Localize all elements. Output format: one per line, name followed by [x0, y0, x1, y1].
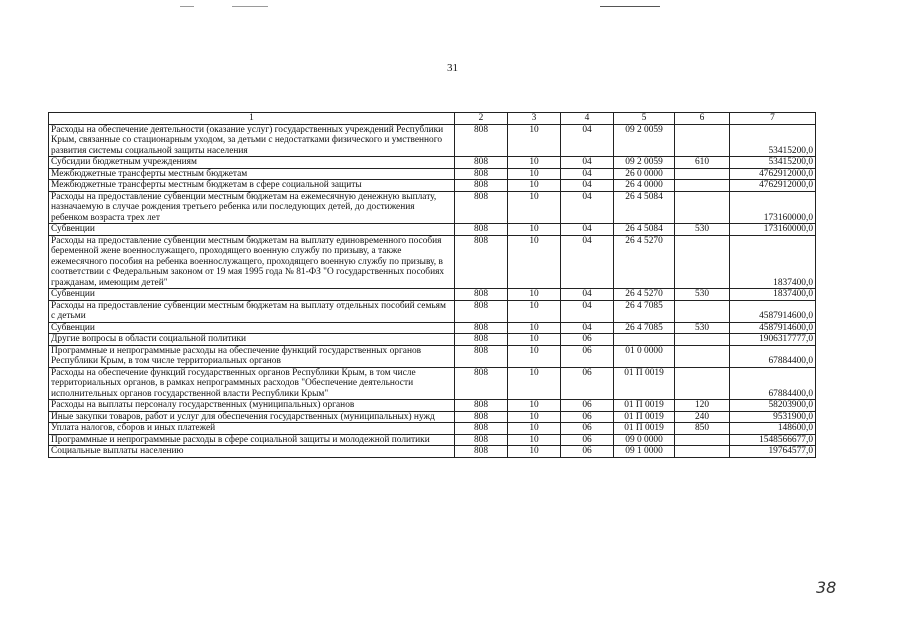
amount-cell: 148600,0 — [730, 423, 816, 435]
code-cell: 10 — [508, 289, 561, 301]
code-cell: 01 П 0019 — [614, 367, 675, 400]
code-cell: 808 — [455, 191, 508, 224]
table-row — [49, 224, 816, 236]
code-cell — [675, 367, 730, 400]
code-cell — [675, 446, 730, 458]
amount-cell: 173160000,0 — [730, 224, 816, 236]
code-cell: 09 2 0059 — [614, 157, 675, 169]
table-row — [49, 334, 816, 346]
code-cell: 09 2 0059 — [614, 124, 675, 157]
code-cell: 808 — [455, 168, 508, 180]
code-cell: 10 — [508, 334, 561, 346]
code-cell: 06 — [561, 423, 614, 435]
code-cell: 10 — [508, 235, 561, 289]
code-cell: 06 — [561, 434, 614, 446]
row-name-cell: Расходы на предоставление субвенции местным бюджетам на ежемесячную денежную выплату, назначаемую в случае рождения третьего ребенка или последующих детей, до достижения ребенком возраста трех лет — [49, 191, 455, 224]
table-row — [49, 400, 816, 412]
code-cell: 06 — [561, 446, 614, 458]
code-cell — [614, 334, 675, 346]
code-cell: 808 — [455, 124, 508, 157]
code-cell: 808 — [455, 235, 508, 289]
code-cell: 10 — [508, 322, 561, 334]
amount-cell: 4762912000,0 — [730, 180, 816, 192]
code-cell: 06 — [561, 411, 614, 423]
code-cell — [675, 434, 730, 446]
code-cell: 06 — [561, 345, 614, 367]
row-name-cell: Расходы на предоставление субвенции местным бюджетам на выплату единовременного пособия беременной жене военнослужащего, проходящего военную службу по призыву, а также ежемесячного пособия на ребенка военнослужащего, проходящего военную службу по призыву, в соответствии с Федеральным законом от 19 мая 1995 года № 81-ФЗ "О государственных пособиях гражданам, имеющим детей" — [49, 235, 455, 289]
table-row — [49, 235, 816, 289]
amount-cell: 1906317777,0 — [730, 334, 816, 346]
code-cell: 06 — [561, 367, 614, 400]
code-cell: 26 4 5084 — [614, 191, 675, 224]
code-cell: 850 — [675, 423, 730, 435]
table-row — [49, 191, 816, 224]
header-cell: 7 — [730, 113, 816, 125]
row-name-cell: Субвенции — [49, 289, 455, 301]
code-cell: 06 — [561, 400, 614, 412]
code-cell: 10 — [508, 124, 561, 157]
code-cell: 04 — [561, 157, 614, 169]
header-cell: 5 — [614, 113, 675, 125]
code-cell: 10 — [508, 300, 561, 322]
row-name-cell: Субвенции — [49, 224, 455, 236]
code-cell: 04 — [561, 191, 614, 224]
amount-cell: 53415200,0 — [730, 124, 816, 157]
row-name-cell: Субсидии бюджетным учреждениям — [49, 157, 455, 169]
code-cell — [675, 168, 730, 180]
amount-cell: 1548566677,0 — [730, 434, 816, 446]
code-cell: 04 — [561, 300, 614, 322]
amount-cell: 173160000,0 — [730, 191, 816, 224]
code-cell: 26 4 7085 — [614, 322, 675, 334]
amount-cell: 58203900,0 — [730, 400, 816, 412]
code-cell: 04 — [561, 322, 614, 334]
code-cell: 10 — [508, 224, 561, 236]
row-name-cell: Субвенции — [49, 322, 455, 334]
code-cell — [675, 180, 730, 192]
code-cell: 10 — [508, 400, 561, 412]
header-row — [49, 113, 816, 125]
row-name-cell: Иные закупки товаров, работ и услуг для обеспечения государственных (муниципальных) нужд — [49, 411, 455, 423]
code-cell: 530 — [675, 224, 730, 236]
code-cell: 26 4 5270 — [614, 289, 675, 301]
code-cell: 808 — [455, 224, 508, 236]
row-name-cell: Другие вопросы в области социальной политики — [49, 334, 455, 346]
code-cell: 530 — [675, 322, 730, 334]
table-row — [49, 289, 816, 301]
code-cell: 09 1 0000 — [614, 446, 675, 458]
code-cell: 808 — [455, 411, 508, 423]
code-cell: 808 — [455, 322, 508, 334]
code-cell: 10 — [508, 423, 561, 435]
amount-cell: 4587914600,0 — [730, 300, 816, 322]
code-cell: 808 — [455, 157, 508, 169]
table-row — [49, 168, 816, 180]
code-cell — [675, 300, 730, 322]
code-cell: 808 — [455, 446, 508, 458]
code-cell: 04 — [561, 224, 614, 236]
row-name-cell: Расходы на предоставление субвенции местным бюджетам на выплату отдельных пособий семьям с детьми — [49, 300, 455, 322]
row-name-cell: Расходы на выплаты персоналу государственных (муниципальных) органов — [49, 400, 455, 412]
code-cell — [675, 334, 730, 346]
amount-cell: 67884400,0 — [730, 345, 816, 367]
code-cell: 26 4 5270 — [614, 235, 675, 289]
table-row — [49, 124, 816, 157]
code-cell: 26 0 0000 — [614, 168, 675, 180]
code-cell: 530 — [675, 289, 730, 301]
amount-cell: 4587914600,0 — [730, 322, 816, 334]
table-row — [49, 345, 816, 367]
code-cell: 10 — [508, 434, 561, 446]
code-cell: 610 — [675, 157, 730, 169]
table-row — [49, 180, 816, 192]
handwritten-page-mark: 38 — [816, 578, 837, 597]
code-cell: 10 — [508, 345, 561, 367]
table-row — [49, 157, 816, 169]
header-cell: 6 — [675, 113, 730, 125]
code-cell: 01 П 0019 — [614, 400, 675, 412]
scan-mark — [180, 6, 194, 7]
code-cell: 01 П 0019 — [614, 411, 675, 423]
scan-mark — [232, 6, 268, 7]
header-cell: 3 — [508, 113, 561, 125]
table-row — [49, 300, 816, 322]
code-cell: 808 — [455, 345, 508, 367]
code-cell: 808 — [455, 180, 508, 192]
code-cell: 808 — [455, 300, 508, 322]
code-cell: 10 — [508, 367, 561, 400]
code-cell: 808 — [455, 289, 508, 301]
code-cell: 808 — [455, 367, 508, 400]
table-row — [49, 367, 816, 400]
code-cell: 06 — [561, 334, 614, 346]
table-row — [49, 434, 816, 446]
scan-mark — [600, 6, 660, 7]
header-cell: 4 — [561, 113, 614, 125]
code-cell: 240 — [675, 411, 730, 423]
row-name-cell: Расходы на обеспечение функций государственных органов Республики Крым, в том числе территориальных органов, в рамках непрограммных расходов "Обеспечение деятельности исполнительных органов государственной власти Республики Крым" — [49, 367, 455, 400]
code-cell: 808 — [455, 434, 508, 446]
amount-cell: 19764577,0 — [730, 446, 816, 458]
row-name-cell: Социальные выплаты населению — [49, 446, 455, 458]
row-name-cell: Межбюджетные трансферты местным бюджетам — [49, 168, 455, 180]
code-cell — [675, 235, 730, 289]
code-cell: 10 — [508, 191, 561, 224]
code-cell — [675, 124, 730, 157]
code-cell: 10 — [508, 446, 561, 458]
code-cell: 808 — [455, 334, 508, 346]
header-cell: 1 — [49, 113, 455, 125]
code-cell: 10 — [508, 180, 561, 192]
row-name-cell: Уплата налогов, сборов и иных платежей — [49, 423, 455, 435]
budget-table — [48, 112, 816, 458]
code-cell: 26 4 7085 — [614, 300, 675, 322]
amount-cell: 53415200,0 — [730, 157, 816, 169]
code-cell: 09 0 0000 — [614, 434, 675, 446]
code-cell: 26 4 0000 — [614, 180, 675, 192]
code-cell: 01 0 0000 — [614, 345, 675, 367]
table-row — [49, 423, 816, 435]
table-row — [49, 446, 816, 458]
code-cell: 10 — [508, 411, 561, 423]
code-cell: 10 — [508, 168, 561, 180]
amount-cell: 9531900,0 — [730, 411, 816, 423]
row-name-cell: Расходы на обеспечение деятельности (оказание услуг) государственных учреждений Республики Крым, связанные со стационарным уходом, за детьми с недостатками физического и умственного развития системы социальной защиты населения — [49, 124, 455, 157]
code-cell: 04 — [561, 168, 614, 180]
code-cell: 26 4 5084 — [614, 224, 675, 236]
code-cell: 808 — [455, 400, 508, 412]
code-cell: 04 — [561, 180, 614, 192]
code-cell: 04 — [561, 235, 614, 289]
table-row — [49, 411, 816, 423]
amount-cell: 1837400,0 — [730, 235, 816, 289]
table-row — [49, 322, 816, 334]
code-cell: 10 — [508, 157, 561, 169]
amount-cell: 1837400,0 — [730, 289, 816, 301]
code-cell — [675, 191, 730, 224]
amount-cell: 67884400,0 — [730, 367, 816, 400]
code-cell: 01 П 0019 — [614, 423, 675, 435]
code-cell: 04 — [561, 289, 614, 301]
amount-cell: 4762912000,0 — [730, 168, 816, 180]
code-cell — [675, 345, 730, 367]
row-name-cell: Программные и непрограммные расходы на обеспечение функций государственных органов Республики Крым, в том числе территориальных органов — [49, 345, 455, 367]
code-cell: 808 — [455, 423, 508, 435]
row-name-cell: Программные и непрограммные расходы в сфере социальной защиты и молодежной политики — [49, 434, 455, 446]
row-name-cell: Межбюджетные трансферты местным бюджетам в сфере социальной защиты — [49, 180, 455, 192]
header-cell: 2 — [455, 113, 508, 125]
page-number: 31 — [447, 62, 458, 74]
code-cell: 120 — [675, 400, 730, 412]
code-cell: 04 — [561, 124, 614, 157]
